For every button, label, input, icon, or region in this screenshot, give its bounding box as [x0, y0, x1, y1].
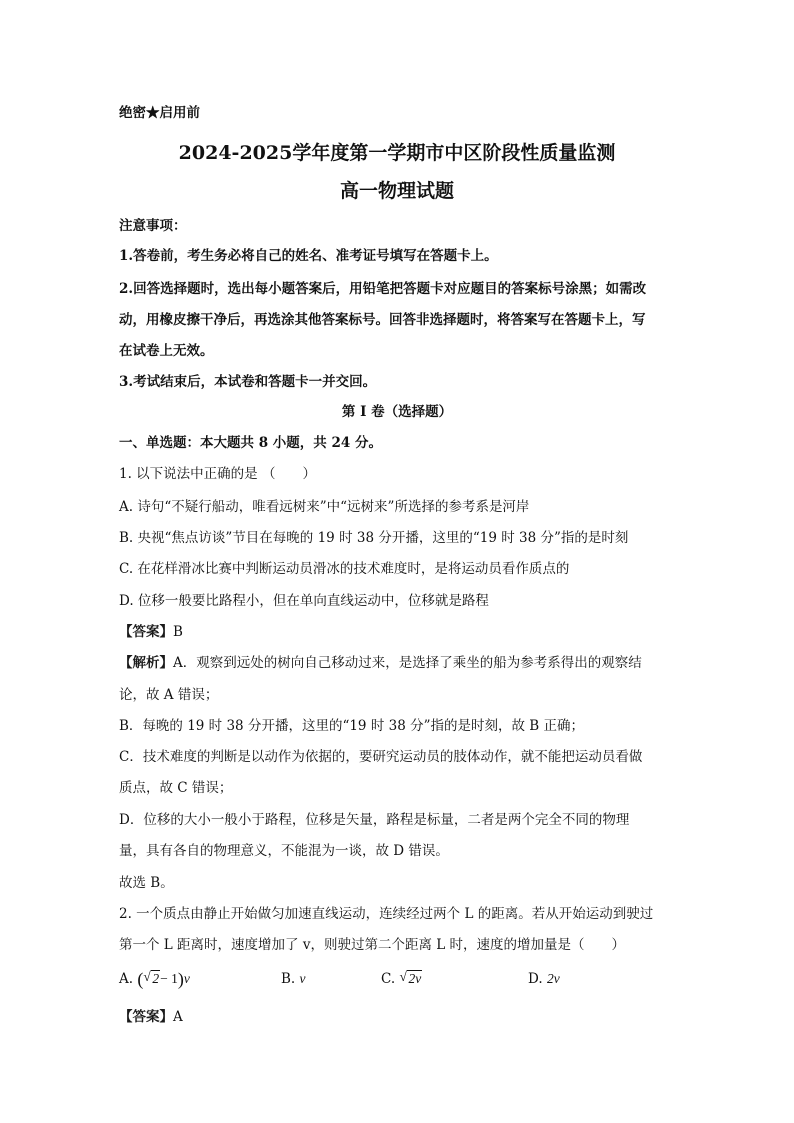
section-1-heading: 一、单选题：本大题共 8 小题，共 24 分。: [119, 435, 382, 451]
question-1-analysis-line-2: 论，故 A 错误；: [119, 687, 219, 703]
question-2-answer: [119, 1007, 183, 1027]
question-1-option-c: C. 在花样滑冰比赛中判断运动员滑冰的技术难度时，是将运动员看作质点的: [119, 561, 570, 577]
question-1-answer: [119, 622, 183, 642]
question-2-option-a: [119, 969, 190, 989]
secret-mark: 绝密★启用前: [119, 105, 200, 121]
option-b-formula: v: [299, 971, 306, 986]
analysis-tag: 【解析】: [119, 655, 173, 671]
notice-item-1: 1.答卷前，考生务必将自己的姓名、准考证号填写在答题卡上。: [119, 248, 498, 264]
question-1-analysis-line-6: D．位移的大小一般小于路程，位移是矢量，路程是标量，二者是两个完全不同的物理: [119, 812, 630, 828]
part-1-title: 第 I 卷（选择题）: [341, 404, 453, 420]
notice-item-2-line-3: 在试卷上无效。: [119, 343, 214, 359]
option-c-label: C.: [381, 971, 396, 987]
option-d-label: D.: [528, 971, 543, 987]
notice-heading: 注意事项：: [119, 218, 187, 234]
exam-title: 2024-2025学年度第一学期市中区阶段性质量监测: [178, 142, 616, 164]
question-2-option-c: [381, 969, 422, 989]
question-2-option-d: [528, 969, 560, 989]
answer-tag: 【答案】: [119, 624, 173, 640]
question-1-analysis-line-1: [119, 653, 642, 673]
question-1-analysis-line-7: 量，具有各自的物理意义，不能混为一谈，故 D 错误。: [119, 843, 449, 859]
notice-item-2-line-1: 2.回答选择题时，选出每小题答案后，用铅笔把答题卡对应题目的答案标号涂黑；如需改: [119, 281, 647, 297]
answer-value: B: [173, 624, 183, 640]
answer-tag: 【答案】: [119, 1009, 173, 1025]
question-1-option-b: B. 央视“焦点访谈”节目在每晚的 19 时 38 分开播，这里的“19 时 38 分”指的是时刻: [119, 530, 629, 546]
option-c-formula: √ 2v: [399, 969, 422, 986]
option-b-label: B.: [281, 971, 296, 987]
question-1-analysis-line-5: 质点，故 C 错误；: [119, 780, 233, 796]
question-1-analysis-line-4: C．技术难度的判断是以动作为依据的，要研究运动员的肢体动作，就不能把运动员看做: [119, 749, 643, 765]
notice-item-2-line-2: 动，用橡皮擦干净后，再选涂其他答案标号。回答非选择题时，将答案写在答题卡上，写: [119, 312, 646, 328]
sqrt-symbol: √ 2: [143, 969, 160, 986]
question-1-stem: 1. 以下说法中正确的是 （ ）: [119, 466, 316, 482]
question-1-conclusion: 故选 B。: [119, 875, 174, 891]
question-2-stem-line-1: 2. 一个质点由静止开始做匀加速直线运动，连续经过两个 L 的距离。若从开始运动到驶过: [119, 906, 654, 922]
question-1-analysis-line-3: B．每晚的 19 时 38 分开播，这里的“19 时 38 分”指的是时刻，故 B 正确；: [119, 718, 584, 734]
answer-value: A: [173, 1009, 183, 1025]
question-2-option-b: [281, 969, 306, 989]
option-a-label: A.: [119, 971, 134, 987]
notice-item-3: 3.考试结束后，本试卷和答题卡一并交回。: [119, 374, 377, 390]
question-2-stem-line-2: 第一个 L 距离时，速度增加了 v，则驶过第二个距离 L 时，速度的增加量是（ ）: [119, 937, 626, 953]
question-1-option-d: D. 位移一般要比路程小，但在单向直线运动中，位移就是路程: [119, 593, 489, 609]
analysis-text: A．观察到远处的树向自己移动过来，是选择了乘坐的船为参考系得出的观察结: [173, 655, 642, 671]
option-d-formula: 2v: [546, 971, 560, 986]
question-1-option-a: A. 诗句“不疑行船动，唯看远树来”中“远树来”所选择的参考系是河岸: [119, 499, 530, 515]
option-a-formula: ( √ 2− 1)v: [137, 969, 190, 989]
exam-subtitle: 高一物理试题: [339, 180, 454, 202]
